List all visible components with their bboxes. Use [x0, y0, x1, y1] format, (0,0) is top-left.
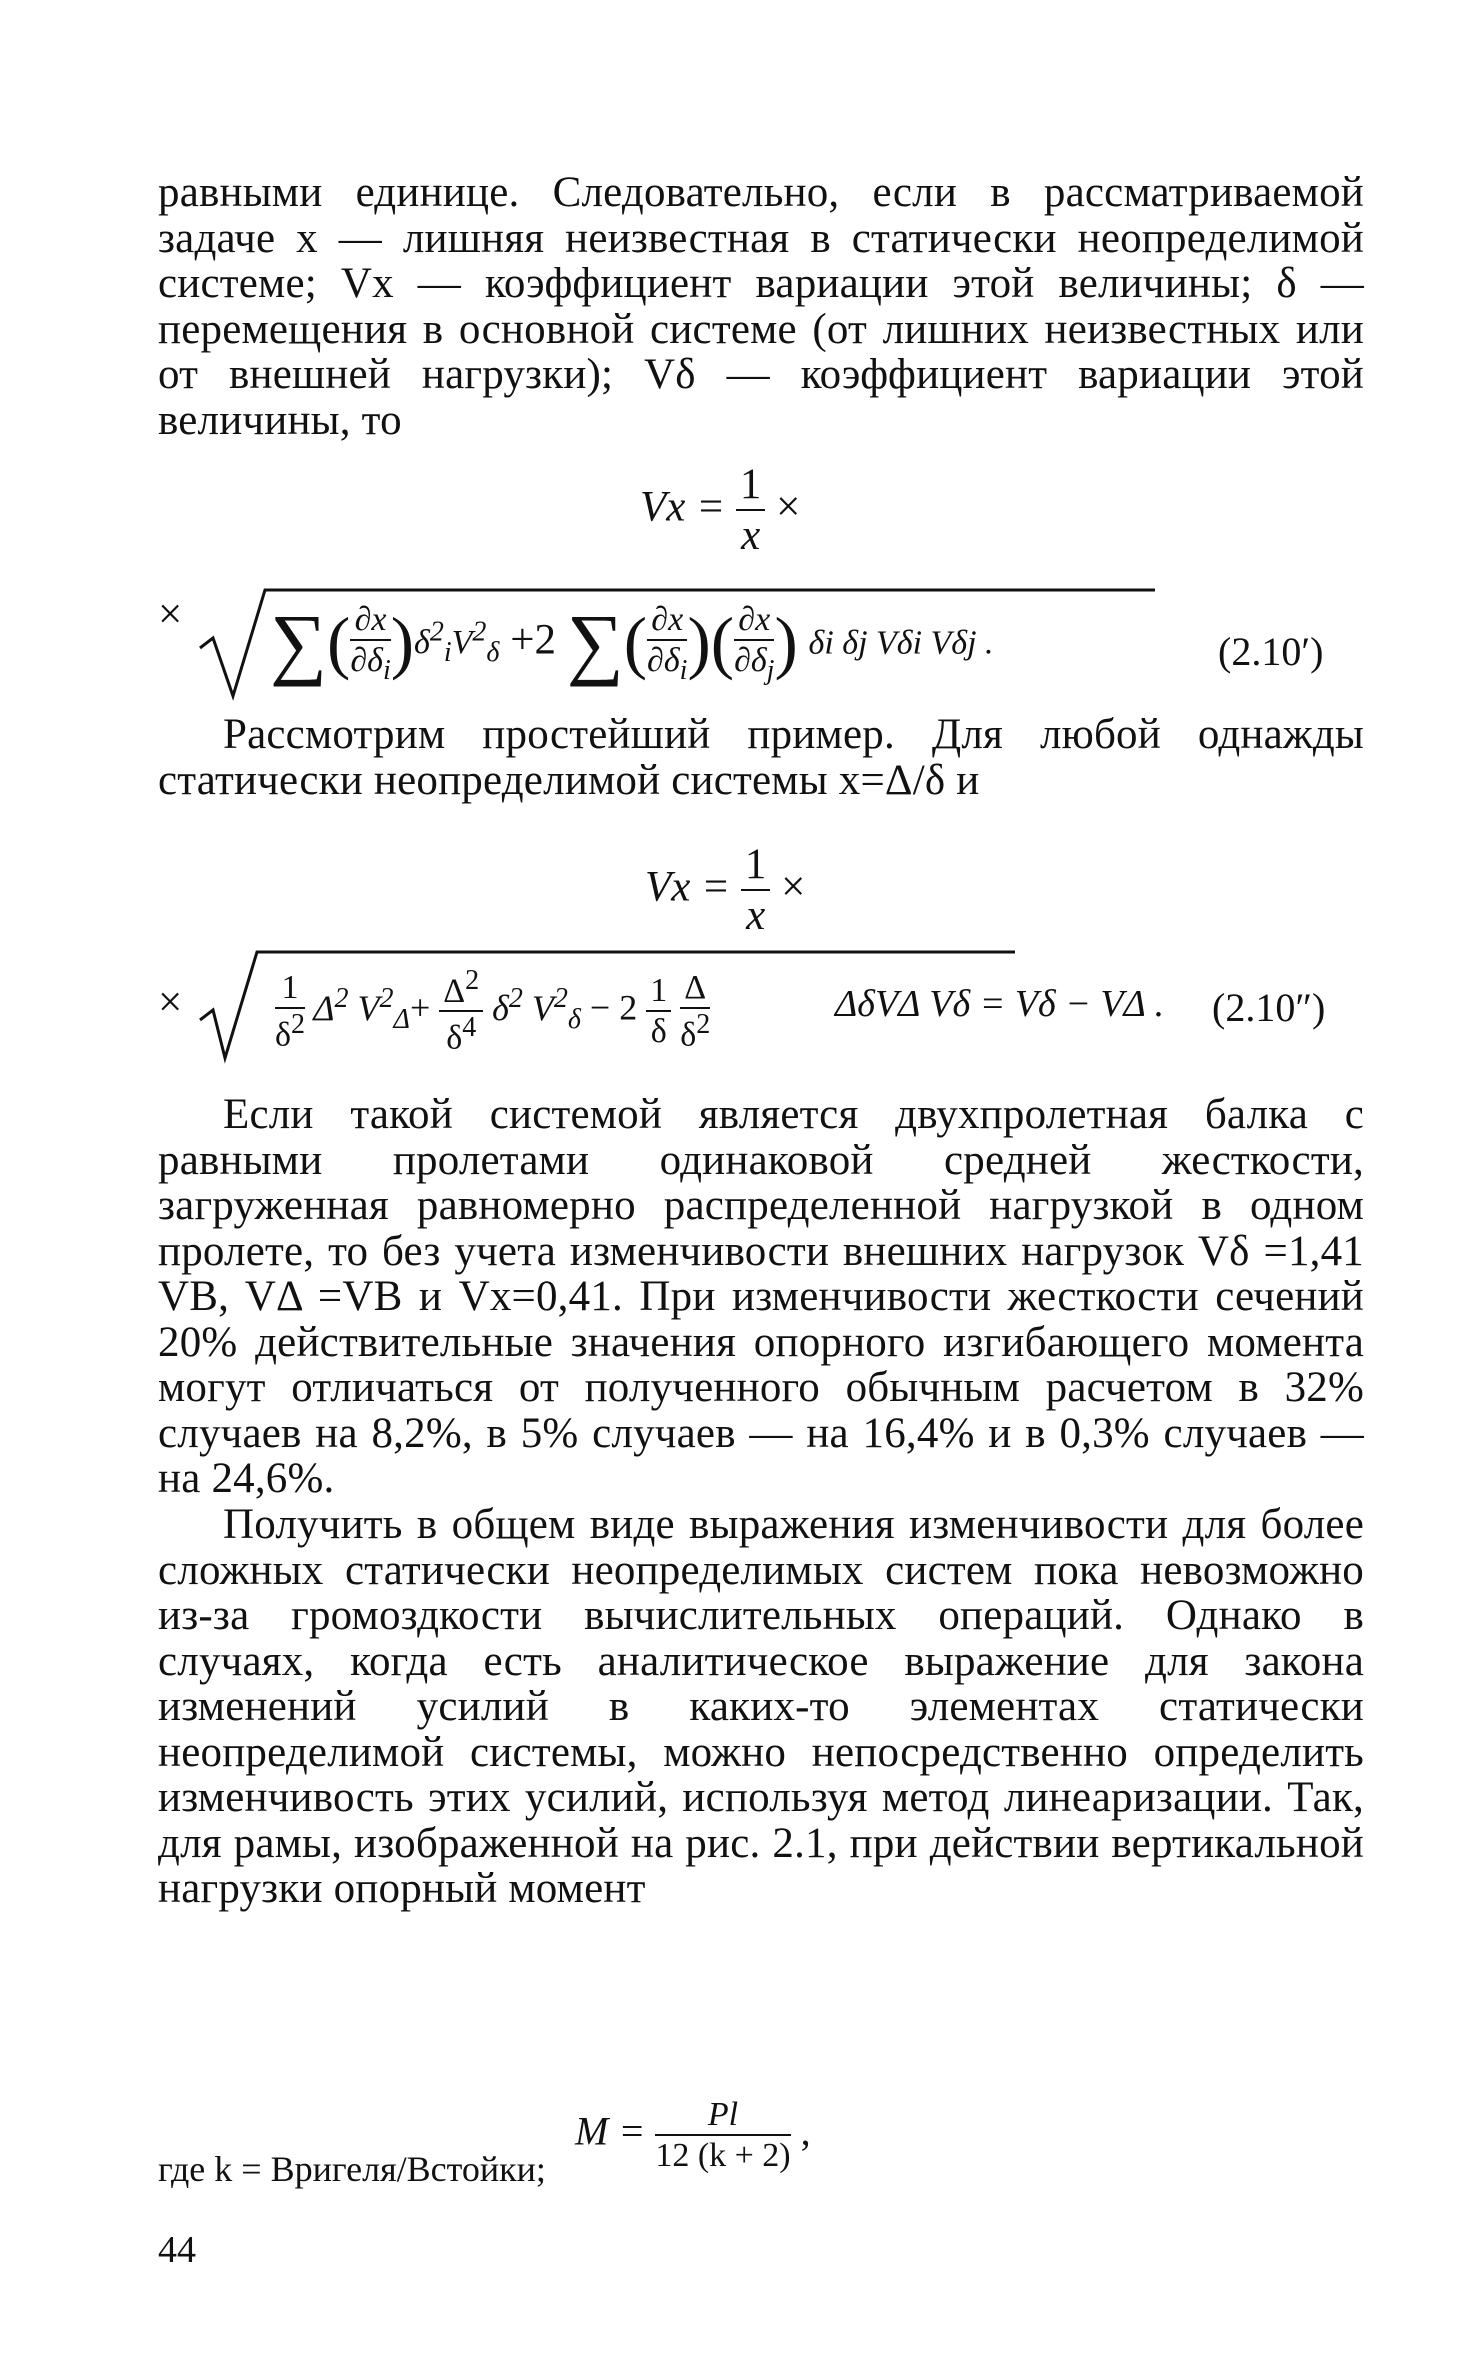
paragraph-3-text: Если такой системой является двухпролетная балка с равными пролетами одинаковой средней жесткости, загруженная равномерно распределенной нагрузкой в одном пролете, то без учета изменчивости внешних нагрузок Vδ =1,41 VB, VΔ =VB и Vx=0,41. При изменчивости жесткости сечений 20% действительные значения опорного изгибающего момента могут отличаться от полученного обычным расчетом в 32% случаев на 8,2%, в 5% случаев — на 16,4% и в 0,3% случаев — на 24,6%. — [158, 1091, 1364, 1502]
equation-2-term-2: $\frac{\Delta^2}{\delta^4}$ — [439, 965, 483, 1058]
equation-1-line-1 — [640, 460, 800, 561]
equation-2-times: × — [781, 863, 806, 911]
sum-symbol-1: ∑ — [270, 599, 328, 688]
page-number: 44 — [158, 2229, 196, 2271]
equation-3-lhs: M = — [575, 2108, 646, 2154]
sum-symbol-2: ∑ — [566, 599, 624, 688]
equation-2-lhs: Vx = — [645, 863, 731, 911]
equation-1-fraction — [736, 460, 766, 561]
equation-2-numerator: 1 — [741, 840, 771, 891]
equation-2-radicand: $\frac{1}{\delta^2}$ $\Delta^2$ $V^2_\Delta+$ $\frac{\Delta^2}{\delta^4}$ $\delta^2$ $V^2_\delta - 2$ $\frac{1}{\delta}$ $\frac{\Delta}{\delta^2}$ — [275, 965, 711, 1057]
equation-1-lhs: Vx = — [640, 483, 726, 531]
footnote: где k = Bригеля/Bстойки; — [158, 2149, 546, 2189]
equation-1-number: (2.10′) — [1218, 629, 1324, 674]
equation-2-rhs-text: ΔδVΔ Vδ = Vδ − VΔ . — [835, 983, 1165, 1025]
partial-derivative-2: $\frac{\partial x}{\partial\delta_i}$ — [647, 601, 688, 686]
equation-2-number: (2.10″) — [1212, 985, 1326, 1030]
equation-1-line-2 — [158, 590, 182, 700]
partial-derivative-3: $\frac{\partial x}{\partial\delta_j}$ — [734, 601, 775, 686]
equation-2-term-1: $\frac{1}{\delta^2}$ — [275, 969, 306, 1054]
equation-1-times: × — [776, 483, 801, 531]
equation-2-fraction — [741, 840, 771, 941]
equation-1-numerator: 1 — [736, 460, 766, 511]
equation-3-comma: , — [800, 2108, 811, 2154]
equation-2-denominator: x — [746, 892, 766, 940]
paragraph-4 — [158, 1502, 1364, 1912]
equation-1-times-2: × — [158, 591, 183, 638]
equation-3-numerator: Pl — [655, 2095, 790, 2136]
partial-derivative-1: $\frac{\partial x}{\partial\delta_i}$ — [350, 601, 391, 686]
paragraph-2 — [158, 712, 1364, 803]
equation-2-term-3a: $\frac{1}{\delta}$ — [646, 971, 671, 1051]
equation-2-rhs — [835, 982, 1164, 1026]
equation-2-term-3b: $\frac{\Delta}{\delta^2}$ — [680, 969, 711, 1054]
equation-2-line-2 — [158, 978, 182, 1027]
paragraph-1-text: равными единице. Следовательно, если в рассматриваемой задаче x — лишняя неизвестная в статически неопределимой системе; Vx — коэффициент вариации этой величины; δ — перемещения в основной системе (от лишних неизвестных или от внешней нагрузки); Vδ — коэффициент вариации этой величины, то — [158, 169, 1364, 444]
paragraph-4-text: Получить в общем виде выражения изменчивости для более сложных статически неопределимых систем пока невозможно из-за громоздкости вычислительных операций. Однако в случаях, когда есть аналитическое выражение для закона изменений усилий в каких-то элементах статически неопределимой системы, можно непосредственно определить изменчивость этих усилий, используя метод линеаризации. Так, для рамы, изображенной на рис. 2.1, при действии вертикальной нагрузки опорный момент — [158, 1501, 1364, 1912]
paragraph-3 — [158, 1092, 1364, 1502]
equation-1-denominator: x — [741, 512, 761, 560]
paragraph-1 — [158, 170, 1364, 443]
equation-3-fraction — [655, 2095, 790, 2175]
equation-1-plus-two: +2 — [510, 616, 556, 664]
equation-2-times-2: × — [158, 979, 183, 1026]
equation-1-radicand: ∑( $\frac{\partial x}{\partial\delta_i}$ )$\delta^2_iV^2_\delta +2$ ∑( $\frac{\partial x}{\partial\delta_i}$ )( $\frac{\partial x}{\partial\delta_j}$ ) δi δj Vδi Vδj . — [270, 599, 994, 688]
equation-3-denominator: 12 (k + 2) — [655, 2137, 791, 2175]
equation-2-line-1 — [645, 840, 805, 941]
equation-1-tail: δi δj Vδi Vδj . — [808, 624, 994, 662]
paragraph-2-text: Рассмотрим простейший пример. Для любой однажды статически неопределимой системы x=Δ/δ и — [158, 711, 1364, 804]
